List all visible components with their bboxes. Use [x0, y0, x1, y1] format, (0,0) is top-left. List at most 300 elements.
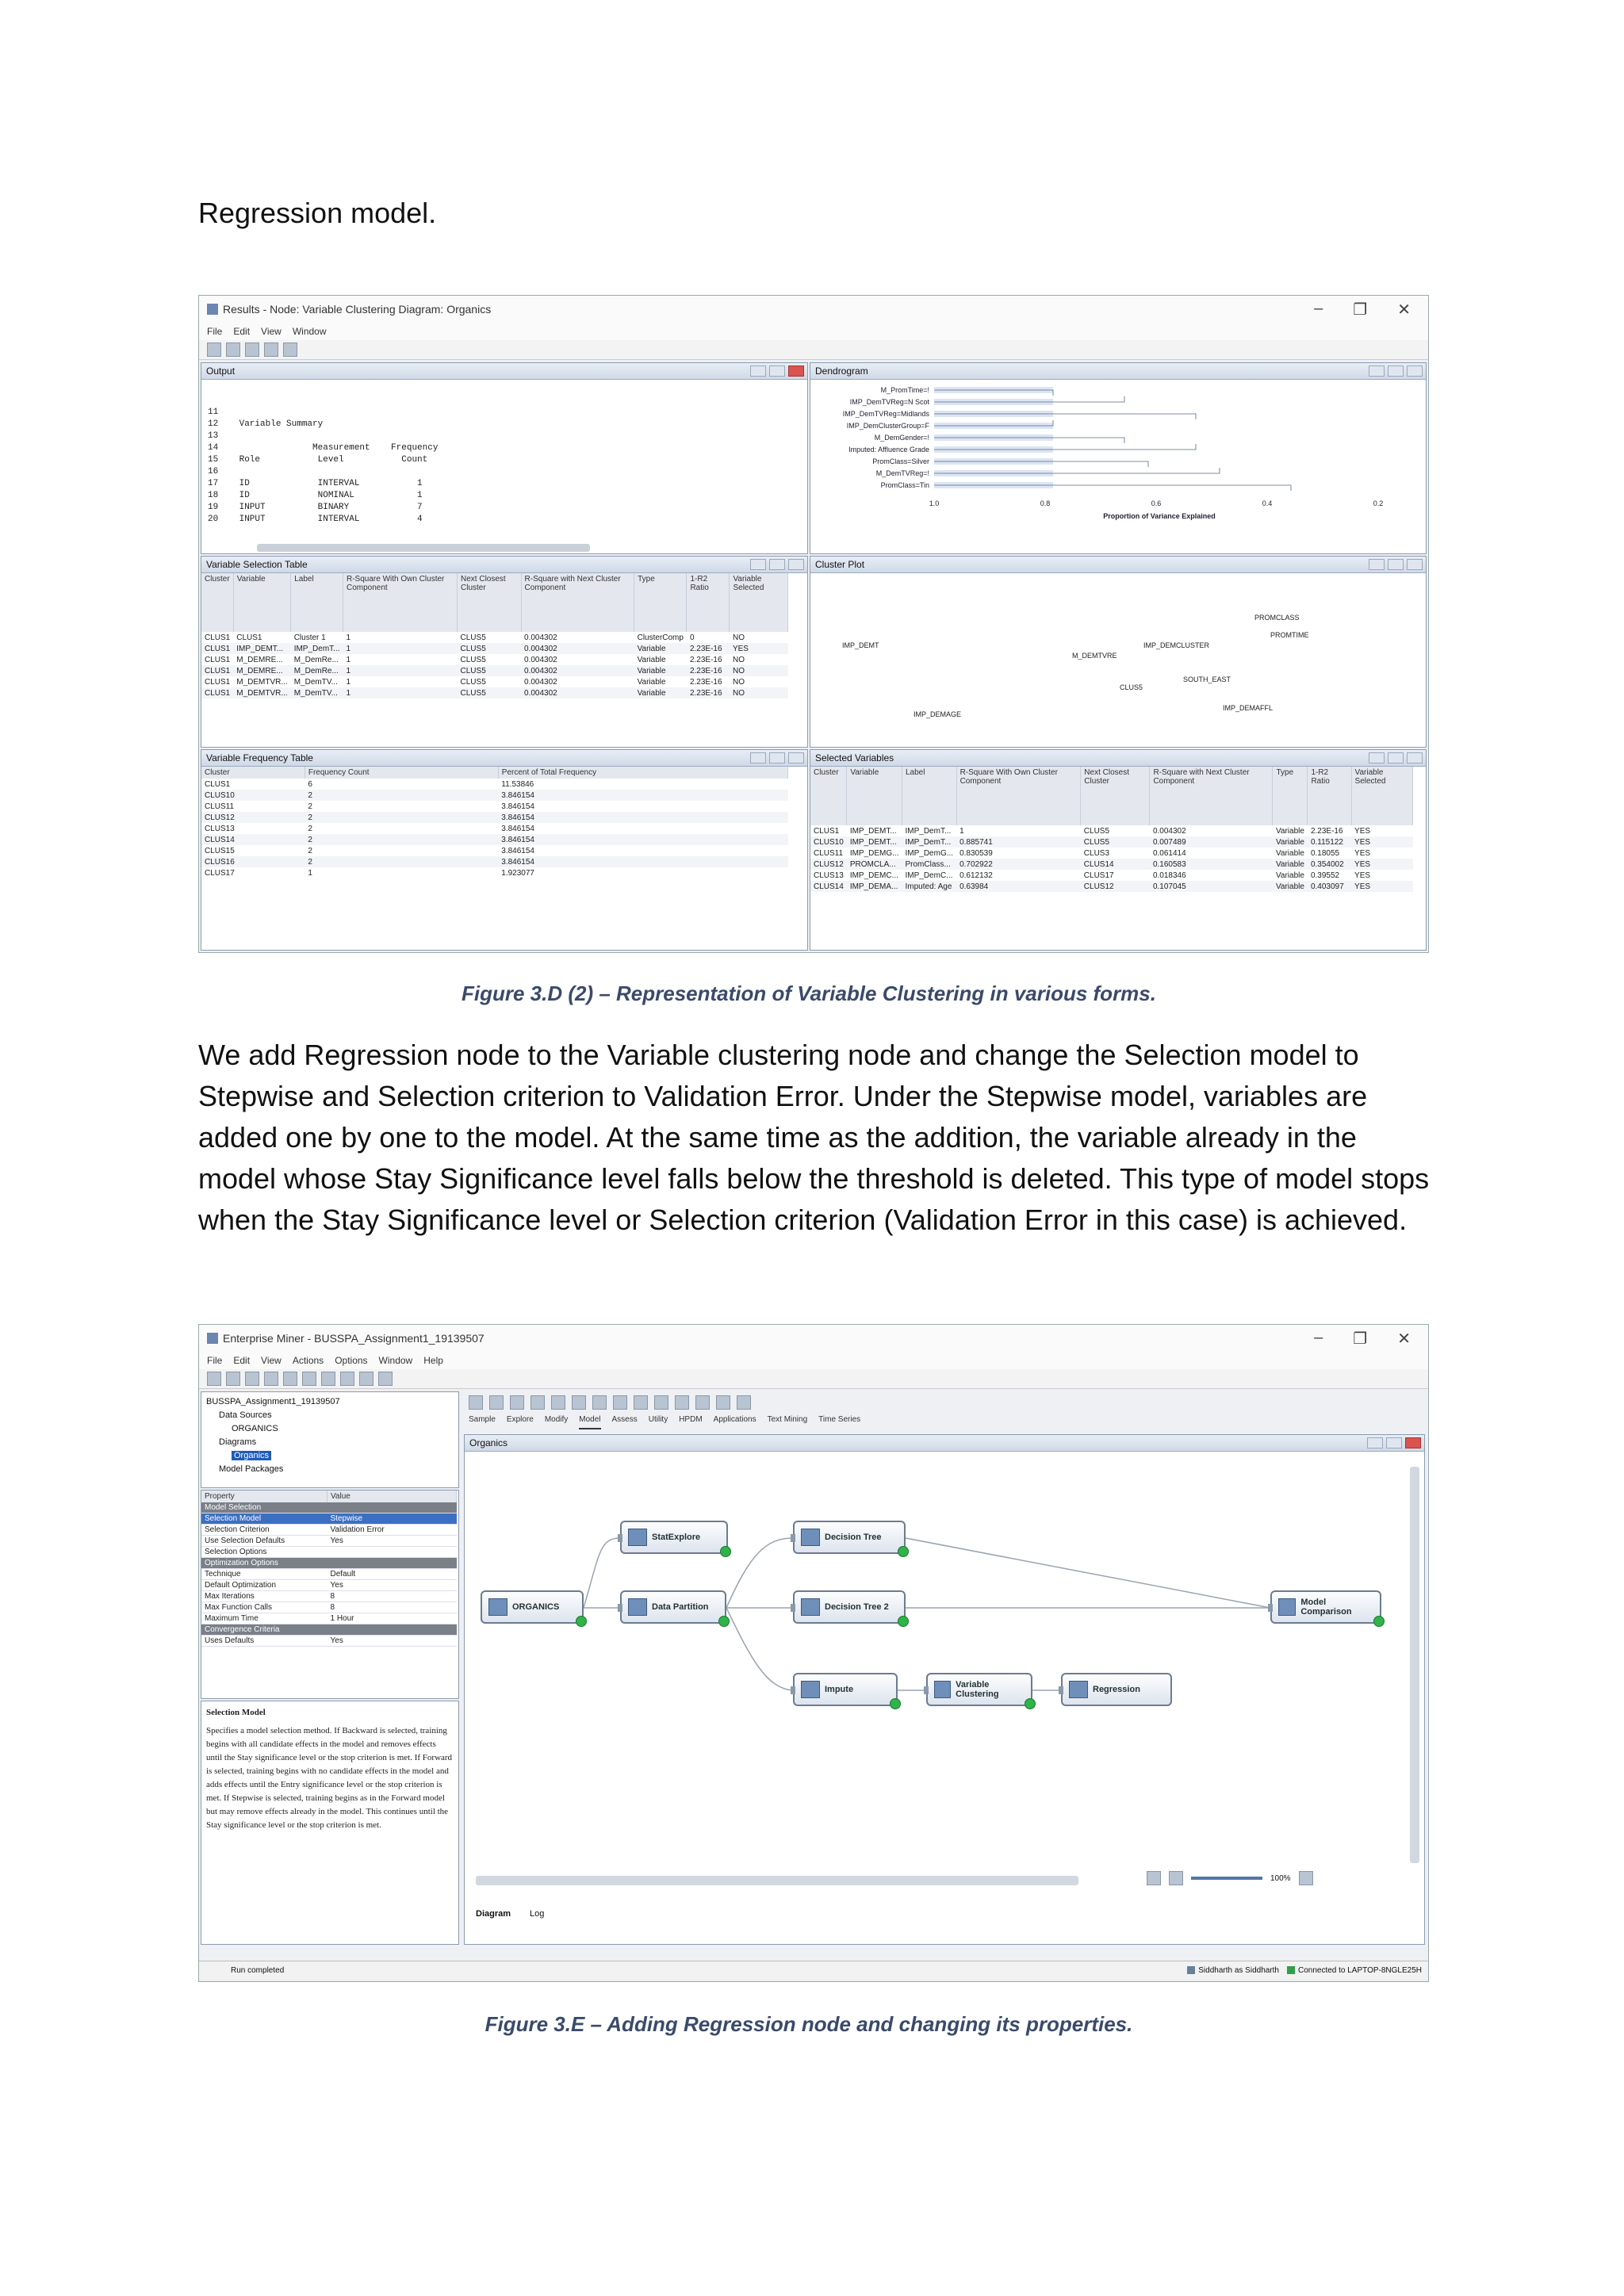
close-button[interactable]: ✕	[1397, 1330, 1411, 1348]
new-icon[interactable]	[207, 1372, 221, 1386]
dendrogram-tick-label: 0.8	[1040, 499, 1051, 507]
chart-icon[interactable]	[302, 1372, 316, 1386]
column-header[interactable]: Cluster	[201, 573, 233, 632]
column-header[interactable]: Variable	[847, 767, 902, 825]
column-header[interactable]: Label	[291, 573, 343, 632]
table-row[interactable]	[201, 845, 788, 856]
table-cell: 11.53846	[501, 779, 534, 789]
node-tabs	[469, 1415, 860, 1429]
table-row[interactable]	[201, 867, 788, 878]
node-icon[interactable]	[530, 1395, 545, 1410]
column-header[interactable]: R-Square With Own Cluster Component	[956, 767, 1081, 825]
table-cell: 0.702922	[956, 859, 1081, 870]
column-header[interactable]: Label	[902, 767, 957, 825]
node-icon[interactable]	[737, 1395, 751, 1410]
node-statexplore[interactable]: StatExplore	[620, 1521, 728, 1554]
node-icon[interactable]	[634, 1395, 648, 1410]
node-icon[interactable]	[675, 1395, 689, 1410]
table-cell: NO	[730, 687, 788, 698]
table-row[interactable]	[201, 812, 788, 823]
table-row[interactable]	[201, 801, 788, 812]
output-text: 11 12 Variable Summary 13 14 Measurement Frequency 15 Role Level Count 16 17 ID INTERVAL 1 18 ID NOMINAL 1 19 INPUT BINARY 7 20 INPUT INTERVAL 4	[208, 408, 439, 524]
tree-model-packages[interactable]: Model Packages	[219, 1464, 284, 1474]
table-row[interactable]	[201, 790, 788, 801]
menu-help[interactable]: Help	[423, 1355, 443, 1366]
column-header[interactable]: Cluster	[810, 767, 847, 825]
table-row[interactable]	[201, 665, 788, 676]
node-icon[interactable]	[654, 1395, 668, 1410]
menu-file[interactable]: File	[207, 326, 223, 337]
table-cell: 1.923077	[501, 868, 534, 878]
property-value[interactable]	[327, 1547, 457, 1558]
node-icon[interactable]	[592, 1395, 607, 1410]
cluster-label: IMP_DEMAFFL	[1223, 704, 1274, 712]
panel-maximize-button[interactable]	[1388, 365, 1404, 377]
dendrogram-label: IMP_DemTVReg=N Scot	[849, 398, 929, 406]
table-cell: 1	[346, 677, 351, 687]
node-organics[interactable]: ORGANICS	[481, 1590, 584, 1624]
user-icon	[1187, 1966, 1195, 1974]
menu-view[interactable]: View	[261, 1355, 282, 1366]
table-cell: NO	[732, 655, 745, 664]
dendrogram-tick-label: 0.2	[1373, 499, 1384, 507]
menu-file[interactable]: File	[207, 1355, 223, 1366]
column-header[interactable]: Percent of Total Frequency	[498, 767, 787, 779]
menu-edit[interactable]: Edit	[233, 1355, 251, 1366]
table-cell: 2.23E-16	[687, 687, 730, 698]
panel-close-button[interactable]	[1407, 752, 1423, 763]
table-row[interactable]	[810, 836, 1413, 848]
node-data-partition[interactable]: Data Partition	[620, 1590, 726, 1624]
panel-close-button[interactable]	[1407, 559, 1423, 570]
table-cell: Variable	[634, 643, 687, 654]
node-icon[interactable]	[613, 1395, 627, 1410]
run-icon[interactable]	[340, 1372, 354, 1386]
table-cell: 0.004302	[1152, 826, 1186, 836]
table-cell: CLUS1	[201, 643, 233, 654]
status-ok-icon	[576, 1616, 587, 1627]
output-hscrollbar[interactable]	[257, 544, 590, 552]
table-cell: Variable	[637, 655, 666, 664]
panel-minimize-button[interactable]	[750, 365, 766, 377]
regression-icon	[1069, 1681, 1088, 1698]
table-row[interactable]	[201, 834, 788, 845]
zoom-level: 100%	[1270, 1873, 1291, 1883]
restore-button[interactable]: ❐	[1353, 300, 1368, 319]
table-cell: CLUS10	[201, 790, 304, 801]
table-cell: CLUS11	[814, 848, 844, 858]
tree-organics-diagram[interactable]: Organics	[232, 1451, 271, 1460]
selected-variables-title: Selected Variables	[815, 752, 894, 763]
table-cell: 2	[304, 834, 498, 845]
panel-close-button[interactable]	[788, 752, 804, 763]
column-header[interactable]: 1-R2 Ratio	[1308, 767, 1351, 825]
table-row[interactable]	[810, 881, 1413, 892]
tab-hpdm[interactable]: HPDM	[679, 1415, 703, 1424]
table-cell: IMP_DEMT...	[847, 836, 902, 848]
property-value[interactable]: Validation Error	[327, 1525, 457, 1536]
property-name: Use Selection Defaults	[201, 1536, 327, 1547]
node-icon[interactable]	[489, 1395, 504, 1410]
edge-tree1-compare	[906, 1538, 1270, 1608]
table-cell: 0.004302	[521, 687, 634, 698]
column-header[interactable]: Next Closest Cluster	[1081, 767, 1150, 825]
table-cell: CLUS17	[205, 868, 235, 878]
app-icon	[207, 1333, 218, 1344]
zoom-controls	[1147, 1871, 1313, 1885]
table-row[interactable]	[201, 643, 788, 654]
tab-assess[interactable]: Assess	[611, 1415, 638, 1424]
table-cell: 2.23E-16	[687, 665, 730, 676]
dendrogram-label: IMP_DemClusterGroup=F	[846, 422, 929, 430]
property-value[interactable]: Stepwise	[327, 1513, 457, 1525]
node-icon[interactable]	[716, 1395, 730, 1410]
window-title-bar	[199, 296, 1428, 323]
node-icon[interactable]	[510, 1395, 524, 1410]
node-icon[interactable]	[551, 1395, 565, 1410]
node-variable-clustering[interactable]: Variable Clustering	[926, 1673, 1032, 1706]
property-value[interactable]: Yes	[327, 1580, 457, 1591]
help-title: Selection Model	[206, 1708, 266, 1717]
menu-edit[interactable]: Edit	[233, 326, 251, 337]
tab-diagram[interactable]: Diagram	[476, 1909, 511, 1919]
tree-organics-source[interactable]: ORGANICS	[232, 1424, 278, 1433]
dendrogram-x-label: Proportion of Variance Explained	[1103, 512, 1216, 520]
table-cell: 0.004302	[524, 655, 557, 664]
property-name: Uses Defaults	[201, 1636, 327, 1647]
table-cell: IMP_DemT...	[902, 836, 957, 848]
table-row[interactable]	[201, 779, 788, 790]
tab-log[interactable]: Log	[530, 1909, 545, 1919]
property-name: Selection Criterion	[201, 1525, 327, 1536]
property-name: Selection Model	[201, 1513, 327, 1525]
property-value[interactable]: 1 Hour	[327, 1613, 457, 1624]
dendrogram-tick-label: 0.6	[1151, 499, 1162, 507]
node-icon[interactable]	[469, 1395, 483, 1410]
column-header[interactable]: R-Square with Next Cluster Component	[521, 573, 634, 632]
table-row[interactable]	[201, 654, 788, 665]
table-row[interactable]	[810, 825, 1413, 836]
column-header[interactable]: Frequency Count	[304, 767, 498, 779]
panel-close-button[interactable]	[788, 365, 804, 377]
table-row[interactable]	[810, 870, 1413, 881]
status-ok-icon	[1025, 1698, 1036, 1709]
variable-frequency-table	[201, 767, 788, 878]
table-cell: 2	[308, 846, 312, 855]
column-header[interactable]: Variable Selected	[730, 573, 788, 632]
column-header[interactable]: R-Square With Own Cluster Component	[343, 573, 458, 632]
table-cell: CLUS1	[205, 779, 231, 789]
menu-window[interactable]: Window	[378, 1355, 413, 1366]
property-row[interactable]	[201, 1502, 457, 1513]
column-header[interactable]: Variable Selected	[1351, 767, 1412, 825]
settings-icon[interactable]	[378, 1372, 393, 1386]
window-title: Results - Node: Variable Clustering Diagram: Organics	[223, 303, 492, 316]
refresh-icon[interactable]	[283, 342, 297, 357]
table-cell: 0.004302	[521, 643, 634, 654]
table-cell: CLUS1	[205, 655, 231, 664]
table-cell: 2.23E-16	[687, 643, 730, 654]
cluster-plot-svg	[810, 572, 1426, 745]
tab-text-mining[interactable]: Text Mining	[767, 1415, 808, 1424]
property-value[interactable]: Yes	[327, 1536, 457, 1547]
table-cell: CLUS1	[814, 826, 840, 836]
column-header[interactable]: Cluster	[201, 767, 304, 779]
cluster-label: M_DEMTVRE	[1072, 652, 1117, 660]
tab-time-series[interactable]: Time Series	[818, 1415, 861, 1424]
table-cell: 3.846154	[498, 834, 787, 845]
panel-close-button[interactable]	[1405, 1437, 1421, 1448]
tree-diagrams[interactable]: Diagrams	[219, 1437, 257, 1447]
select-tool-icon[interactable]	[1147, 1871, 1161, 1885]
cluster-label: SOUTH_EAST	[1183, 675, 1231, 683]
panel-maximize-button[interactable]	[769, 752, 785, 763]
print-icon[interactable]	[245, 342, 259, 357]
property-row[interactable]	[201, 1547, 457, 1558]
property-name: Convergence Criteria	[201, 1624, 327, 1636]
column-header[interactable]: 1-R2 Ratio	[687, 573, 730, 632]
table-cell: 0	[689, 633, 695, 642]
table-cell: Variable	[1275, 848, 1304, 858]
panel-maximize-button[interactable]	[769, 559, 785, 570]
property-help-panel	[201, 1701, 459, 1945]
panel-close-button[interactable]	[1407, 365, 1423, 377]
tab-modify[interactable]: Modify	[544, 1415, 569, 1424]
copy-icon[interactable]	[207, 342, 221, 357]
table-cell: 2.23E-16	[689, 655, 722, 664]
table-cell: 0.160583	[1150, 859, 1273, 870]
figure-caption-2: Figure 3.E – Adding Regression node and changing its properties.	[485, 2012, 1133, 2036]
table-cell: 1	[346, 633, 351, 642]
cluster-plot-title: Cluster Plot	[815, 559, 865, 570]
table-cell: Cluster 1	[293, 633, 326, 642]
output-panel-title: Output	[206, 365, 236, 377]
figure-variable-clustering-results	[198, 295, 1429, 953]
status-message: Run completed	[231, 1965, 285, 1975]
panel-maximize-button[interactable]	[769, 365, 785, 377]
table-cell: YES	[1354, 848, 1371, 858]
restore-button[interactable]: ❐	[1353, 1330, 1368, 1348]
node-impute[interactable]: Impute	[793, 1673, 898, 1706]
table-cell: 0.004302	[521, 665, 634, 676]
table-cell: YES	[1351, 859, 1412, 870]
table-cell: Variable	[1273, 836, 1308, 848]
tab-model[interactable]: Model	[579, 1415, 600, 1429]
properties-panel	[201, 1490, 459, 1699]
property-name: Max Function Calls	[201, 1602, 327, 1613]
property-row[interactable]	[201, 1613, 457, 1624]
status-ok-icon	[898, 1616, 909, 1627]
dendrogram-panel-title: Dendrogram	[815, 365, 868, 377]
stop-icon[interactable]	[359, 1372, 373, 1386]
table-cell: 2.23E-16	[689, 677, 722, 687]
delete-icon[interactable]	[264, 1372, 278, 1386]
panel-minimize-button[interactable]	[1369, 365, 1385, 377]
column-header[interactable]: Type	[634, 573, 687, 632]
property-row[interactable]	[201, 1558, 457, 1569]
panel-minimize-button[interactable]	[1369, 752, 1385, 763]
table-cell: 0.004302	[524, 633, 557, 642]
cluster-label: IMP_DEMCLUSTER	[1143, 641, 1210, 649]
dendrogram-label: IMP_DemTVReg=Midlands	[842, 410, 929, 418]
node-icon[interactable]	[572, 1395, 586, 1410]
connection-icon	[1287, 1966, 1295, 1974]
table-cell: Variable	[634, 665, 687, 676]
panel-minimize-button[interactable]	[750, 752, 766, 763]
column-header[interactable]: Variable	[233, 573, 290, 632]
table-cell: CLUS12	[810, 859, 847, 870]
tab-explore[interactable]: Explore	[506, 1415, 534, 1424]
dendrogram-label: M_DemGender=!	[874, 434, 929, 442]
panel-close-button[interactable]	[788, 559, 804, 570]
table-row[interactable]	[201, 632, 788, 643]
selected-variables-table	[810, 767, 1413, 892]
table-cell: CLUS5	[1083, 826, 1110, 836]
menu-actions[interactable]: Actions	[292, 1355, 324, 1366]
menu-view[interactable]: View	[261, 326, 282, 337]
panel-minimize-button[interactable]	[750, 559, 766, 570]
table-row[interactable]	[201, 856, 788, 867]
table-cell: M_DemTV...	[291, 687, 343, 698]
table-row[interactable]	[201, 687, 788, 698]
table-row[interactable]	[201, 676, 788, 687]
table-cell: 0.354002	[1308, 859, 1351, 870]
cut-icon[interactable]	[245, 1372, 259, 1386]
table-cell: CLUS5	[1081, 836, 1150, 848]
table-cell: M_DemTV...	[293, 677, 338, 687]
app-icon	[207, 304, 218, 315]
panel-maximize-button[interactable]	[1388, 752, 1404, 763]
diagram-hscrollbar[interactable]	[476, 1876, 1078, 1885]
property-value[interactable]: Default	[327, 1569, 457, 1580]
tab-sample[interactable]: Sample	[469, 1415, 496, 1424]
property-row[interactable]	[201, 1591, 457, 1602]
table-cell: CLUS5	[460, 633, 486, 642]
grid-icon[interactable]	[283, 1372, 297, 1386]
table-cell: 1	[308, 868, 312, 878]
diagram-title: Organics	[469, 1437, 508, 1448]
dendrogram-tick-label: 1.0	[929, 499, 940, 507]
table-cell: CLUS12	[201, 812, 304, 823]
table-cell: 1	[346, 655, 351, 664]
panel-maximize-button[interactable]	[1386, 1437, 1402, 1448]
table-cell: M_DemRe...	[291, 665, 343, 676]
tab-utility[interactable]: Utility	[648, 1415, 668, 1424]
table-cell: CLUS5	[460, 655, 486, 664]
table-cell: IMP_DEMT...	[233, 643, 290, 654]
node-decision-tree-2[interactable]: Decision Tree 2	[793, 1590, 906, 1624]
table-cell: 0.63984	[956, 881, 1081, 892]
property-value[interactable]: 8	[327, 1591, 457, 1602]
property-row[interactable]	[201, 1636, 457, 1647]
table-cell: 0.061414	[1152, 848, 1186, 858]
table-cell: 2	[304, 790, 498, 801]
table-cell: 1	[959, 826, 964, 836]
property-row[interactable]	[201, 1624, 457, 1636]
node-decision-tree[interactable]: Decision Tree	[793, 1521, 906, 1554]
node-icon[interactable]	[695, 1395, 710, 1410]
zoom-slider[interactable]	[1191, 1877, 1262, 1880]
statexplore-icon	[628, 1529, 647, 1546]
table-cell: M_DEMRE...	[236, 655, 283, 664]
table-cell: 2	[304, 812, 498, 823]
table-row[interactable]	[810, 859, 1413, 870]
property-row[interactable]	[201, 1525, 457, 1536]
variable-selection-table-panel	[201, 556, 808, 748]
table-row[interactable]	[201, 823, 788, 834]
panel-minimize-button[interactable]	[1367, 1437, 1383, 1448]
table-cell: YES	[1354, 871, 1371, 880]
property-row[interactable]	[201, 1569, 457, 1580]
table-cell: CLUS5	[460, 677, 486, 687]
paste-icon[interactable]	[226, 342, 240, 357]
status-connection: Connected to LAPTOP-8NGLE25H	[1297, 1965, 1422, 1975]
table-cell: YES	[1354, 826, 1371, 836]
table-cell: IMP_DEMA...	[847, 881, 902, 892]
property-value[interactable]: Yes	[327, 1636, 457, 1647]
project-root[interactable]: BUSSPA_Assignment1_19139507	[206, 1397, 340, 1406]
minimize-button[interactable]: –	[1314, 299, 1323, 317]
pan-tool-icon[interactable]	[1169, 1871, 1183, 1885]
property-name: Max Iterations	[201, 1591, 327, 1602]
node-regression[interactable]: Regression	[1061, 1673, 1172, 1706]
report-icon[interactable]	[321, 1372, 335, 1386]
open-icon[interactable]	[226, 1372, 240, 1386]
layout-icon[interactable]	[1299, 1871, 1313, 1885]
tab-applications[interactable]: Applications	[713, 1415, 756, 1424]
diagram-vscrollbar[interactable]	[1410, 1467, 1419, 1863]
node-model-comparison[interactable]: Model Comparison	[1270, 1590, 1381, 1624]
column-header[interactable]: R-Square with Next Cluster Component	[1150, 767, 1273, 825]
property-name: Selection Options	[201, 1547, 327, 1558]
panel-maximize-button[interactable]	[1388, 559, 1404, 570]
property-value[interactable]	[327, 1502, 457, 1513]
cluster-label: PROMTIME	[1270, 631, 1309, 639]
menu-options[interactable]: Options	[335, 1355, 368, 1366]
value-col-header: Value	[327, 1490, 457, 1502]
menu-window[interactable]: Window	[292, 326, 327, 337]
table-cell: YES	[1351, 881, 1412, 892]
property-value[interactable]	[327, 1558, 457, 1569]
table-cell: Variable	[637, 677, 666, 687]
dendrogram-label: PromClass=Tin	[880, 481, 929, 489]
panel-minimize-button[interactable]	[1369, 559, 1385, 570]
column-header[interactable]: Next Closest Cluster	[458, 573, 522, 632]
minimize-button[interactable]: –	[1314, 1328, 1323, 1346]
property-row[interactable]	[201, 1580, 457, 1591]
table-cell: CLUS13	[205, 824, 235, 833]
table-cell: IMP_DEMC...	[849, 871, 898, 880]
table-cell: 0.004302	[524, 677, 557, 687]
property-value[interactable]: 8	[327, 1602, 457, 1613]
close-button[interactable]: ✕	[1397, 300, 1411, 319]
figure-enterprise-miner	[198, 1324, 1429, 1982]
tree-data-sources[interactable]: Data Sources	[219, 1410, 272, 1420]
table-cell: IMP_DemC...	[905, 871, 953, 880]
property-row[interactable]	[201, 1536, 457, 1547]
column-header[interactable]: Type	[1273, 767, 1308, 825]
property-value[interactable]	[327, 1624, 457, 1636]
table-cell: 0.115122	[1308, 836, 1351, 848]
table-cell: CLUS12	[1081, 881, 1150, 892]
tree-icon	[801, 1529, 820, 1546]
property-row[interactable]	[201, 1602, 457, 1613]
compare-icon	[1278, 1598, 1296, 1616]
property-name: Technique	[201, 1569, 327, 1580]
property-row[interactable]	[201, 1513, 457, 1525]
grid-icon[interactable]	[264, 342, 278, 357]
table-row[interactable]	[810, 848, 1413, 859]
